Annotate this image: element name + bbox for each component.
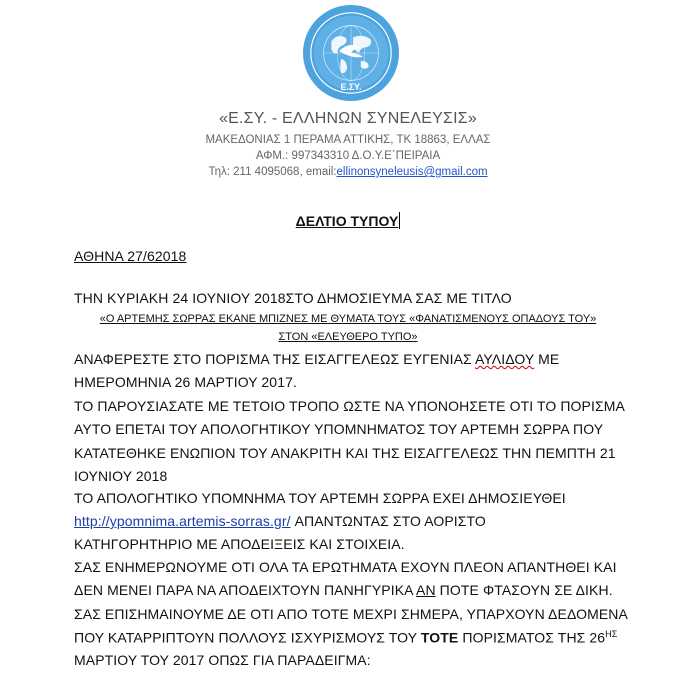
body-line-6: ΙΟΥΝΙΟΥ 2018 [74, 468, 168, 484]
document-title [0, 212, 696, 229]
organization-name: «Ε.ΣΥ. - ΕΛΛΗΝΩΝ ΣΥΝΕΛΕΥΣΙΣ» [219, 110, 477, 127]
body-line-13 [74, 629, 617, 646]
body-line-1 [74, 351, 559, 367]
organization-logo [302, 4, 400, 102]
underlined-word: ΑΝ [416, 582, 436, 598]
body-text: ΜΕ [534, 351, 560, 367]
headline-quote-line-1: «Ο ΑΡΤΕΜΗΣ ΣΩΡΡΑΣ ΕΚΑΝΕ ΜΠΙΖΝΕΣ ΜΕ ΘΥΜΑΤΑ ΤΟΥΣ «ΦΑΝΑΤΙΣΜΕΝΟΥΣ ΟΠΑΔΟΥΣ ΤΟΥ» [99, 313, 597, 325]
paragraph-intro: ΤΗΝ ΚΥΡΙΑΚΗ 24 ΙΟΥΝΙΟΥ 2018ΣΤΟ ΔΗΜΟΣΙΕΥΜΑ ΣΑΣ ΜΕ ΤΙΤΛΟ [74, 290, 512, 306]
body-line-2: ΗΜΕΡΟΜΗΝΙΑ 26 ΜΑΡΤΙΟΥ 2017. [74, 374, 297, 390]
headline-quote-line-2: ΣΤΟΝ «ΕΛΕΥΘΕΡΟ ΤΥΠΟ» [278, 331, 418, 343]
body-text: ΔΕΝ ΜΕΝΕΙ ΠΑΡΑ ΝΑ ΑΠΟΔΕΙΧΤΟΥΝ ΠΑΝΗΓΥΡΙΚΑ [74, 582, 417, 598]
body-text: ΠΟΡΙΣΜΑΤΟΣ ΤΗΣ 26 [458, 629, 606, 646]
body-line-10: ΣΑΣ ΕΝΗΜΕΡΩΝΟΥΜΕ ΟΤΙ ΟΛΑ ΤΑ ΕΡΩΤΗΜΑΤΑ ΕΧΟΥΝ ΠΛΕΟΝ ΑΠΑΝΤΗΘΕΙ ΚΑΙ [74, 559, 617, 575]
document-title-text: ΔΕΛΤΙΟ ΤΥΠΟΥ [295, 213, 399, 229]
memorandum-link[interactable]: http://ypomnima.artemis-sorras.gr/ [74, 513, 291, 529]
organization-tax-id: ΑΦΜ.: 997343310 Δ.Ο.Υ.Ε΄ΠΕΙΡΑΙΑ [255, 150, 441, 162]
body-line-3: ΤΟ ΠΑΡΟΥΣΙΑΣΑΤΕ ΜΕ ΤΕΤΟΙΟ ΤΡΟΠΟ ΩΣΤΕ ΝΑ ΥΠΟΝΟΗΣΕΤΕ ΟΤΙ ΤΟ ΠΟΡΙΣΜΑ [74, 398, 625, 414]
spellcheck-word: ΑΥΛΙΔΟΥ [475, 351, 535, 367]
body-text: ΑΠΑΝΤΩΝΤΑΣ ΣΤΟ ΑΟΡΙΣΤΟ [290, 513, 486, 529]
date-line: ΑΘΗΝΑ 27/62018 [74, 248, 187, 264]
organization-address: ΜΑΚΕΔΟΝΙΑΣ 1 ΠΕΡΑΜΑ ΑΤΤΙΚΗΣ, ΤΚ 18863, ΕΛΛΑΣ [205, 134, 491, 146]
body-text: ΑΝΑΦΕΡΕΣΤΕ ΣΤΟ ΠΟΡΙΣΜΑ ΤΗΣ ΕΙΣΑΓΓΕΛΕΩΣ ΕΥΓΕΝΙΑΣ [74, 351, 475, 367]
body-text: ΠΟΤΕ ΦΤΑΣΟΥΝ ΣΕ ΔΙΚΗ. [435, 582, 613, 598]
body-line-12: ΣΑΣ ΕΠΙΣΗΜΑΙΝΟΥΜΕ ΔΕ ΟΤΙ ΑΠΟ ΤΟΤΕ ΜΕΧΡΙ ΣΗΜΕΡΑ, ΥΠΑΡΧΟΥΝ ΔΕΔΟΜΕΝΑ [74, 606, 628, 622]
text-cursor [399, 212, 400, 229]
logo-text: Ε.ΣΥ. [340, 82, 362, 93]
body-line-14: ΜΑΡΤΙΟΥ ΤΟΥ 2017 ΟΠΩΣ ΓΙΑ ΠΑΡΑΔΕΙΓΜΑ: [74, 652, 371, 668]
body-line-4: ΑΥΤΟ ΕΠΕΤΑΙ ΤΟΥ ΑΠΟΛΟΓΗΤΙΚΟΥ ΥΠΟΜΝΗΜΑΤΟΣ ΤΟΥ ΑΡΤΕΜΗ ΣΩΡΡΑ ΠΟΥ [74, 421, 604, 437]
email-link[interactable]: ellinonsyneleusis@gmail.com [336, 166, 488, 178]
body-line-8 [74, 513, 486, 529]
body-line-5: ΚΑΤΑΤΕΘΗΚΕ ΕΝΩΠΙΟΝ ΤΟΥ ΑΝΑΚΡΙΤΗ ΚΑΙ ΤΗΣ ΕΙΣΑΓΓΕΛΕΩΣ ΤΗΝ ΠΕΜΠΤΗ 21 [74, 445, 616, 461]
body-text: ΠΟΥ ΚΑΤΑΡΡΙΠΤΟΥΝ ΠΟΛΛΟΥΣ ΙΣΧΥΡΙΣΜΟΥΣ ΤΟΥ [74, 629, 421, 646]
organization-contact [0, 166, 696, 178]
body-line-9: ΚΑΤΗΓΟΡΗΤΗΡΙΟ ΜΕ ΑΠΟΔΕΙΞΕΙΣ ΚΑΙ ΣΤΟΙΧΕΙΑ. [74, 536, 405, 552]
body-line-11 [74, 582, 613, 598]
contact-phone: Τηλ: 211 4095068, email: [208, 166, 337, 178]
body-line-7: ΤΟ ΑΠΟΛΟΓΗΤΙΚΟ ΥΠΟΜΝΗΜΑ ΤΟΥ ΑΡΤΕΜΗ ΣΩΡΡΑ ΕΧΕΙ ΔΗΜΟΣΙΕΥΘΕΙ [74, 490, 566, 506]
superscript: ΗΣ [605, 629, 618, 639]
bold-word: ΤΟΤΕ [420, 629, 459, 646]
